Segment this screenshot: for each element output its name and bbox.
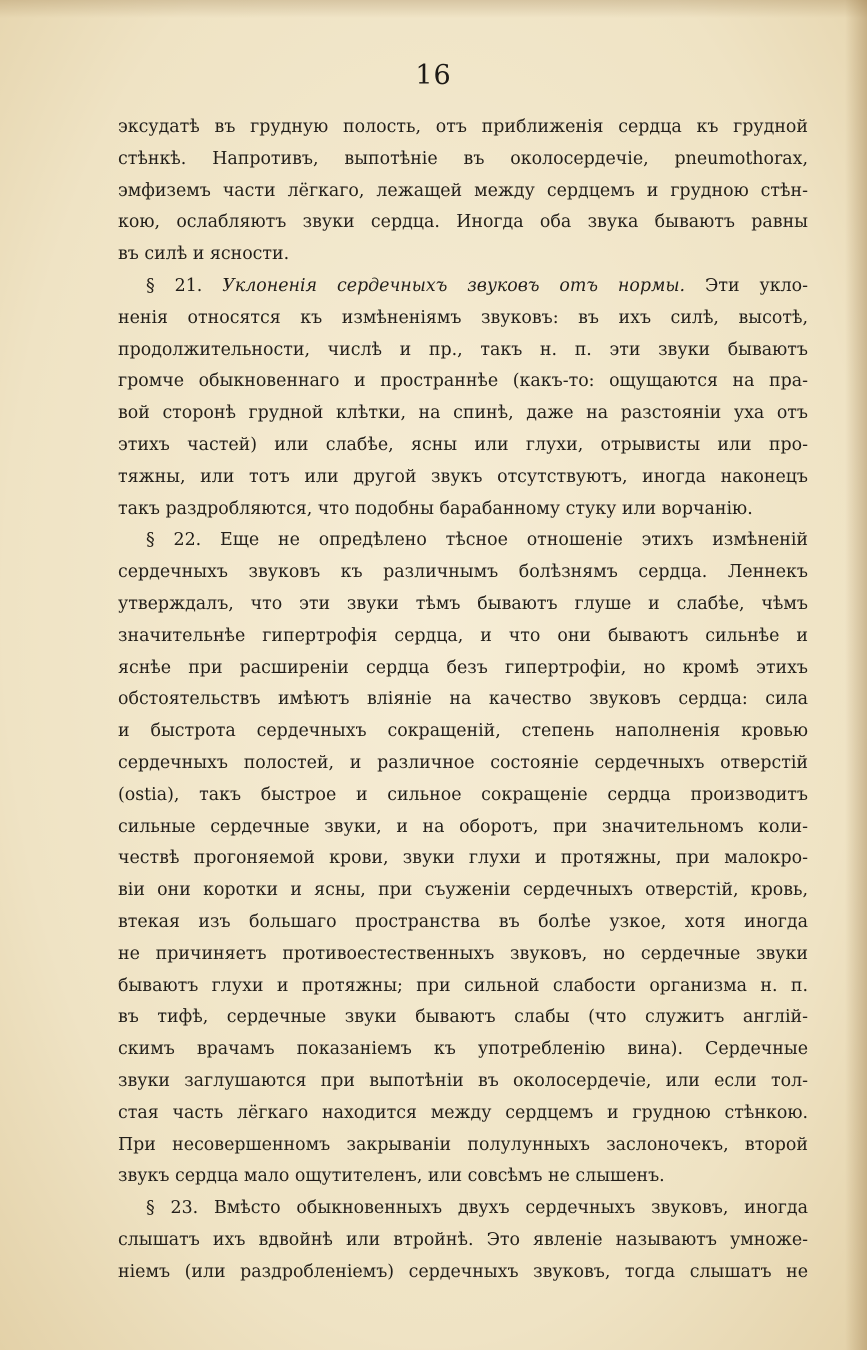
text-line: не причиняетъ противоестественныхъ звуковъ, но сердечные звуки [118,943,808,964]
text-line: значительнѣе гипертрофія сердца, и что они бываютъ сильнѣе и [118,625,808,646]
body-text [118,112,808,1288]
text-line: При несовершенномъ закрываніи полулунныхъ заслоночекъ, второй [118,1134,808,1155]
text-span: § 21. [146,275,223,296]
text-line: и быстрота сердечныхъ сокращеній, степень наполненія кровью [118,721,808,742]
text-line: скимъ врачамъ показаніемъ къ употребленію вина). Сердечные [118,1039,808,1060]
text-line: этихъ частей) или слабѣе, ясны или глухи, отрывисты или про- [118,434,808,455]
text-line: сердечныхъ звуковъ къ различнымъ болѣзнямъ сердца. Леннекъ [118,562,808,583]
text-line: слышатъ ихъ вдвойнѣ или втройнѣ. Это явленіе называютъ умноже- [118,1229,808,1250]
text-line: віи они коротки и ясны, при съуженіи сердечныхъ отверстій, кровь, [118,880,808,901]
text-line: обстоятельствъ имѣютъ вліяніе на качество звуковъ сердца: сила [118,689,808,710]
text-line: сердечныхъ полостей, и различное состояніе сердечныхъ отверстій [118,752,808,773]
text-line: чествѣ прогоняемой крови, звуки глухи и протяжны, при малокро- [118,848,808,869]
text-line: эксудатѣ въ грудную полость, отъ приближенія сердца къ грудной [118,117,808,137]
text-line: § 22. Еще не опредѣлено тѣсное отношеніе этихъ измѣненій [146,530,808,551]
text-line: ненія относятся къ измѣненіямъ звуковъ: въ ихъ силѣ, высотѣ, [118,307,808,328]
text-line: яснѣе при расширеніи сердца безъ гипертрофіи, но кромѣ этихъ [118,657,808,678]
section-heading-italic: Уклоненія сердечныхъ звуковъ отъ нормы. [222,275,686,296]
text-line [118,271,808,303]
text-line: втекая изъ большаго пространства въ болѣе узкое, хотя иногда [118,911,808,932]
text-line: вой сторонѣ грудной клѣтки, на спинѣ, даже на разстояніи уха отъ [118,403,808,424]
text-line: сильные сердечные звуки, и на оборотъ, при значительномъ коли- [118,816,808,837]
text-line: стая часть лёгкаго находится между сердцемъ и грудною стѣнкою. [118,1102,808,1123]
page-edge-shadow-top [0,0,867,18]
page-number: 16 [415,60,452,91]
text-line: ніемъ (или раздробленіемъ) сердечныхъ звуковъ, тогда слышатъ не [118,1261,808,1282]
text-span: Эти укло- [685,275,808,296]
text-line: эмфиземъ части лёгкаго, лежащей между сердцемъ и грудною стѣн- [118,180,808,201]
text-line: продолжительности, числѣ и пр., такъ н. п. эти звуки бываютъ [118,339,808,360]
page-edge-shadow-right [845,0,867,1350]
text-line: (ostia), такъ быстрое и сильное сокращеніе сердца производитъ [118,784,808,805]
text-line: § 23. Вмѣсто обыкновенныхъ двухъ сердечныхъ звуковъ, иногда [146,1198,808,1219]
text-line: стѣнкѣ. Напротивъ, выпотѣніе въ околосердечіе, pneumothorax, [118,148,808,169]
text-line: тяжны, или тотъ или другой звукъ отсутствуютъ, иногда наконецъ [118,466,808,487]
text-line: въ тифѣ, сердечные звуки бываютъ слабы (что служитъ англій- [118,1007,808,1028]
text-line: бываютъ глухи и протяжны; при сильной слабости организма н. п. [118,975,808,996]
text-line: громче обыкновеннаго и пространнѣе (какъ-то: ощущаются на пра- [118,371,808,392]
text-line: звукъ сердца мало ощутителенъ, или совсѣмъ не слышенъ. [118,1166,665,1187]
text-line: въ силѣ и ясности. [118,244,290,265]
text-line: такъ раздробляются, что подобны барабанному стуку или ворчанію. [118,498,753,519]
text-line: кою, ослабляютъ звуки сердца. Иногда оба звука бываютъ равны [118,212,808,233]
text-line: утверждалъ, что эти звуки тѣмъ бываютъ глуше и слабѣе, чѣмъ [118,593,808,614]
text-line: звуки заглушаются при выпотѣніи въ околосердечіе, или если тол- [118,1070,808,1091]
